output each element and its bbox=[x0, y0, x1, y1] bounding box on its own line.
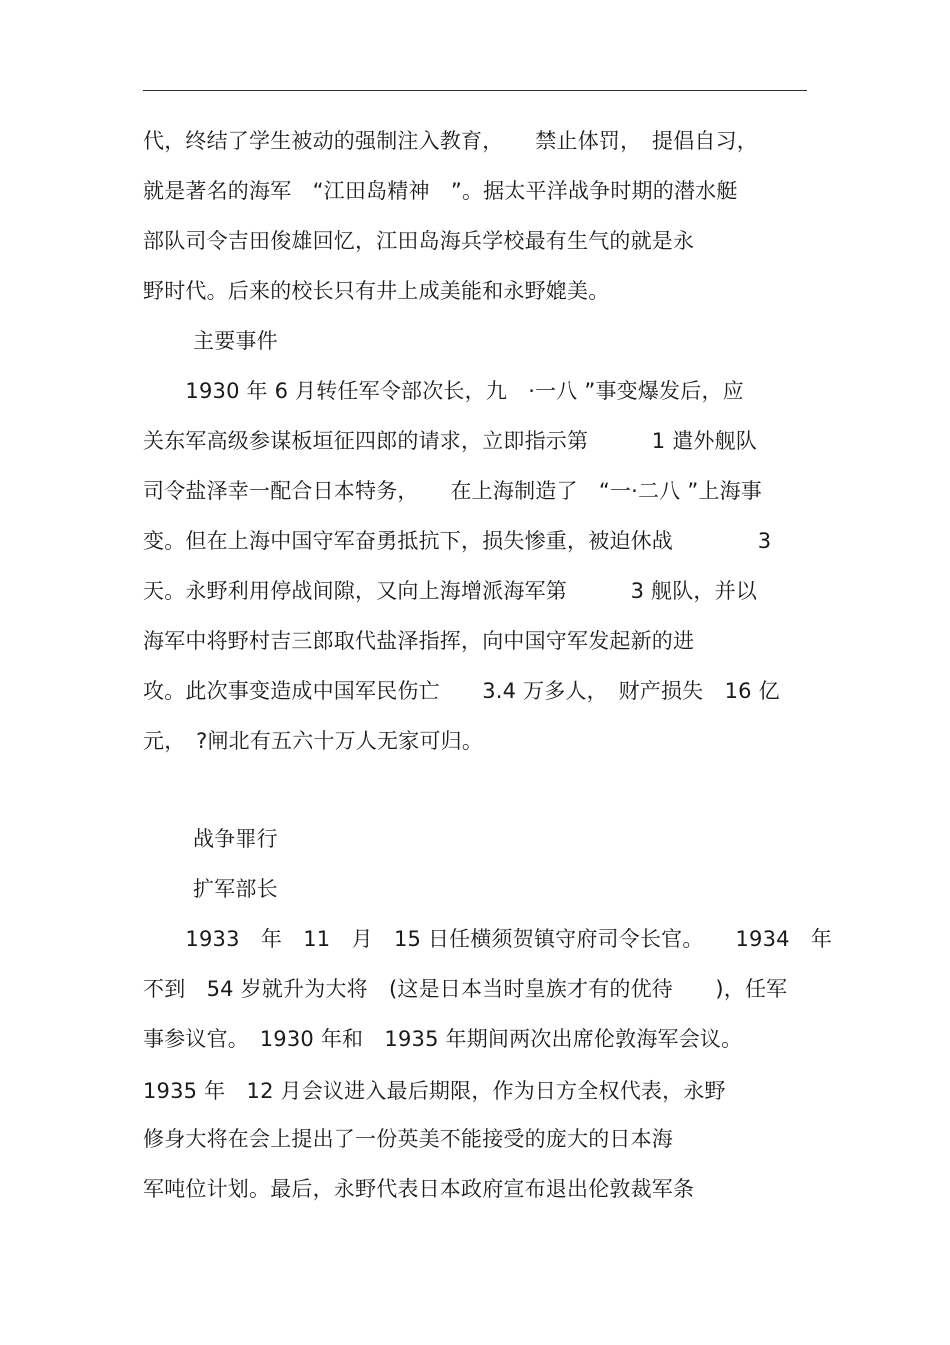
text-line: 野时代。后来的校长只有井上成美能和永野媲美。 bbox=[143, 279, 610, 303]
text-line: 事参议官。 1930 年和 1935 年期间两次出席伦敦海军会议。 bbox=[143, 1027, 743, 1051]
text-line: 就是著名的海军 “江田岛精神 ”。据太平洋战争时期的潜水艇 bbox=[143, 179, 738, 203]
text-line: 部队司令吉田俊雄回忆，江田岛海兵学校最有生气的就是永 bbox=[143, 229, 695, 253]
text-line: 司令盐泽幸一配合日本特务， 在上海制造了 “一·二八 ”上海事 bbox=[143, 479, 763, 503]
text-line: 1935 年 12 月会议进入最后期限，作为日方全权代表，永野 bbox=[143, 1079, 726, 1103]
text-line: 代，终结了学生被动的强制注入教育， 禁止体罚， 提倡自习， bbox=[143, 129, 758, 153]
section-heading: 战争罪行 bbox=[193, 827, 278, 851]
header-rule bbox=[143, 90, 807, 91]
text-line: 天。永野利用停战间隙，又向上海增派海军第 3 舰队，并以 bbox=[143, 579, 758, 603]
text-line: 变。但在上海中国守军奋勇抵抗下，损失惨重，被迫休战 3 bbox=[143, 529, 772, 553]
text-line: 1930 年 6 月转任军令部次长，九 ·一八 ”事变爆发后，应 bbox=[143, 379, 744, 403]
text-line: 修身大将在会上提出了一份英美不能接受的庞大的日本海 bbox=[143, 1127, 673, 1151]
text-line: 1933 年 11 月 15 日任横须贺镇守府司令长官。 1934 年 bbox=[143, 927, 833, 951]
text-line: 不到 54 岁就升为大将 (这是日本当时皇族才有的优待 )，任军 bbox=[143, 977, 788, 1001]
text-line: 军吨位计划。最后，永野代表日本政府宣布退出伦敦裁军条 bbox=[143, 1177, 695, 1201]
text-line: 元， ?闸北有五六十万人无家可归。 bbox=[143, 729, 484, 753]
text-line: 海军中将野村吉三郎取代盐泽指挥，向中国守军发起新的进 bbox=[143, 629, 695, 653]
text-line: 攻。此次事变造成中国军民伤亡 3.4 万多人， 财产损失 16 亿 bbox=[143, 679, 780, 703]
text-line: 关东军高级参谋板垣征四郎的请求，立即指示第 1 遣外舰队 bbox=[143, 429, 758, 453]
section-heading: 扩军部长 bbox=[193, 877, 278, 901]
section-heading: 主要事件 bbox=[193, 329, 278, 353]
